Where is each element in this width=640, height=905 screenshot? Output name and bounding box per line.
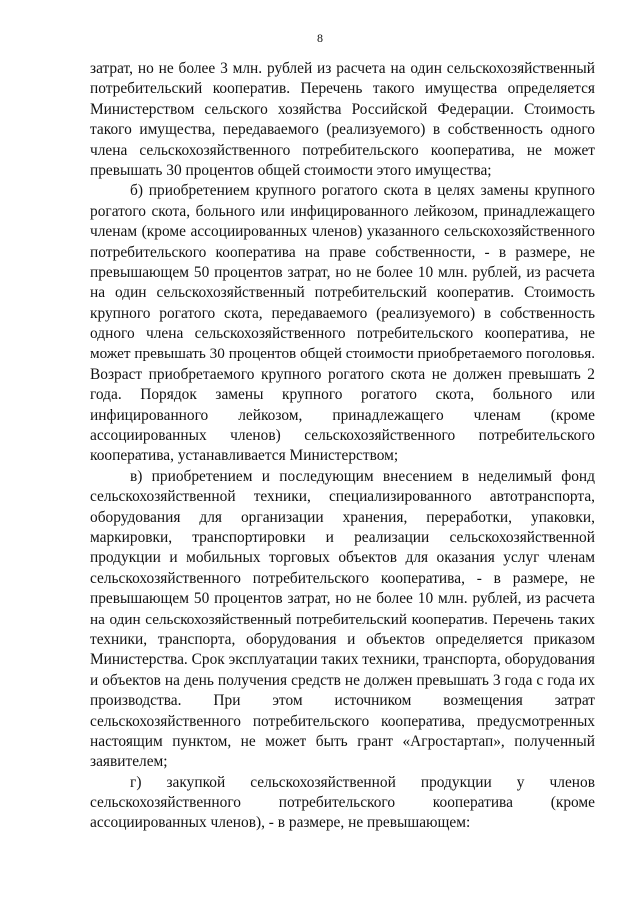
- text-line: заявителем;: [90, 753, 168, 771]
- text-line: Министерства. Срок эксплуатации таких техники, транспорта, оборудования: [90, 651, 595, 669]
- text-line: сельскохозяйственной техники, специализированного автотранспорта,: [90, 488, 595, 506]
- document-body: [90, 59, 595, 834]
- text-line: члена сельскохозяйственного потребительского кооператива, не может: [90, 141, 595, 159]
- page-number: 8: [317, 31, 323, 45]
- text-line: года. Порядок замены крупного рогатого скота, больного или: [90, 386, 595, 404]
- text-line: сельскохозяйственного потребительского кооператива, - в размере, не: [90, 569, 595, 587]
- text-line: настоящим пунктом, не может быть грант «Агростартап», полученный: [90, 732, 595, 750]
- text-line: затрат, но не более 3 млн. рублей из расчета на один сельскохозяйственный: [90, 60, 595, 77]
- text-line: ассоциированных членов) сельскохозяйственного потребительского: [90, 427, 595, 445]
- text-line: б) приобретением крупного рогатого скота в целях замены крупного: [130, 182, 595, 200]
- text-line: ассоциированных членов), - в размере, не превышающем:: [90, 814, 471, 832]
- text-line: крупного рогатого скота, передаваемого (реализуемого) в собственность: [90, 304, 595, 322]
- text-line: техники, транспорта, оборудования и объектов определяется приказом: [90, 630, 595, 648]
- text-line: оборудования для организации хранения, переработки, упаковки,: [90, 508, 595, 526]
- text-line: такого имущества, передаваемого (реализуемого) в собственность одного: [90, 121, 595, 139]
- text-line: и объектов на день получения средств не должен превышать 3 года с года их: [90, 671, 595, 689]
- text-line: одного члена сельскохозяйственного потребительского кооператива, не: [90, 325, 595, 343]
- text-line: в) приобретением и последующим внесением в неделимый фонд: [130, 467, 595, 485]
- text-line: превышать 30 процентов общей стоимости этого имущества;: [90, 161, 492, 179]
- text-line: Министерством сельского хозяйства Российской Федерации. Стоимость: [90, 100, 595, 118]
- text-line: Возраст приобретаемого крупного рогатого скота не должен превышать 2: [90, 365, 595, 383]
- text-line: рогатого скота, больного или инфицированного лейкозом, принадлежащего: [90, 202, 595, 220]
- text-line: сельскохозяйственного потребительского кооператива, предусмотренных: [90, 712, 595, 730]
- text-line: г) закупкой сельскохозяйственной продукции у членов: [130, 773, 595, 791]
- text-line: кооператива, устанавливается Министерством;: [90, 447, 399, 465]
- text-line: производства. При этом источником возмещения затрат: [90, 692, 595, 710]
- text-line: превышающем 50 процентов затрат, но не более 10 млн. рублей, из расчета: [90, 590, 595, 608]
- text-line: потребительского кооператива на праве собственности, - в размере, не: [90, 243, 595, 261]
- text-line: на один сельскохозяйственный потребительский кооператив. Стоимость: [90, 284, 595, 302]
- text-line: потребительский кооператив. Перечень такого имущества определяется: [90, 80, 595, 98]
- text-line: может превышать 30 процентов общей стоимости приобретаемого поголовья.: [90, 345, 595, 363]
- text-line: сельскохозяйственного потребительского кооператива (кроме: [90, 794, 595, 812]
- text-line: на один сельскохозяйственный потребительский кооператив. Перечень таких: [90, 610, 595, 628]
- text-line: членам (кроме ассоциированных членов) указанного сельскохозяйственного: [90, 223, 595, 241]
- text-line: превышающем 50 процентов затрат, но не более 10 млн. рублей, из расчета: [90, 263, 595, 281]
- text-line: маркировки, транспортировки и реализации сельскохозяйственной: [90, 528, 595, 546]
- text-line: инфицированного лейкозом, принадлежащего членам (кроме: [90, 406, 595, 424]
- text-line: продукции и мобильных торговых объектов для оказания услуг членам: [90, 549, 595, 567]
